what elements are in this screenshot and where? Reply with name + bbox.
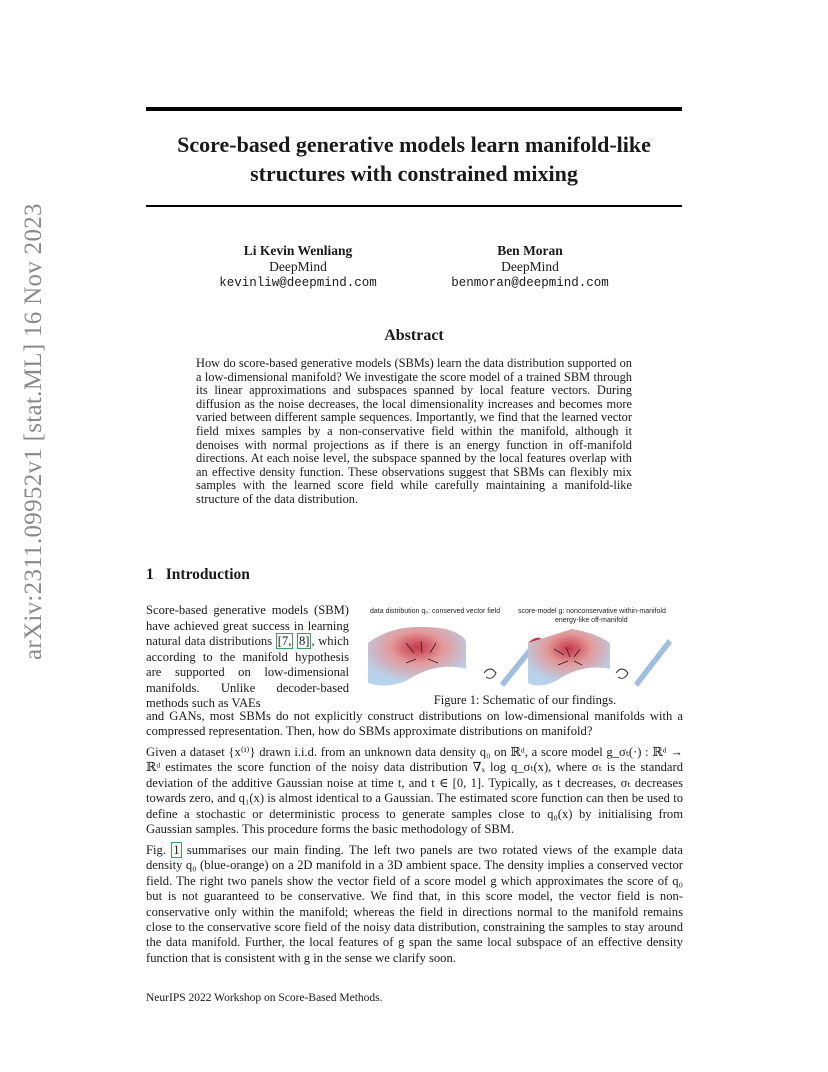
citation-link[interactable]: 8] — [298, 634, 310, 648]
page-footer: NeurIPS 2022 Workshop on Score-Based Methods. — [146, 992, 383, 1004]
author-name: Ben Moran — [497, 243, 563, 258]
rotation-icon — [484, 669, 496, 678]
intro-paragraph-wrapped — [146, 603, 349, 712]
manifold-surface-score — [528, 629, 610, 686]
figure-1-graphic — [366, 603, 684, 693]
author-name: Li Kevin Wenliang — [243, 243, 353, 258]
manifold-edge-view-score — [634, 639, 672, 687]
author-block-2 — [440, 243, 620, 291]
title-bottom-rule — [146, 205, 682, 207]
author-affiliation: DeepMind — [269, 259, 327, 274]
section-title: Introduction — [165, 566, 250, 583]
author-email[interactable]: kevinliw@deepmind.com — [219, 276, 377, 290]
figure-label-right-1: score-model g: nonconservative within-manifold — [518, 608, 666, 615]
paragraph-body: summarises our main finding. The left two panels are two rotated views of the example data density q₀ (blue-orange) on a 2D manifold in a 3D ambient space. The density implies a conserved vector field. The right two panels show the vector field of a score model g which approximates the score of q₀ but is not guaranteed to be conservative. We find that, in this score model, the vector field is non-conservative only within the manifold; whereas the field in directions normal to the manifold remains close to the conservative score field of the noisy data distribution, constraining the samples to stay around the data manifold. Further, the local features of g span the same local subspace of an effective density function that is consistent with g in the sense we clarify soon. — [146, 843, 683, 965]
title-top-rule — [146, 107, 682, 111]
manifold-surface — [368, 627, 466, 686]
abstract-text: How do score-based generative models (SBMs) learn the data distribution supported on a low-dimensional manifold? We investigate the score model of a trained SBM through its linear approximations and subspaces spanned by local feature vectors. During diffusion as the noise decreases, the local dimensionality increases and becomes more varied between different sample sequences. Importantly, we find that the learned vector field mixes samples by a non-conservative field within the manifold, although it denoises with normal projections as if there is an energy function in off-manifold directions. At each noise level, the subspace spanned by the local features overlap with an effective density function. These observations suggest that SBMs can flexibly mix samples with the learned score field while carefully maintaining a manifold-like structure of the data distribution. — [196, 356, 632, 506]
figure-label-right-2: energy-like off-manifold — [555, 617, 628, 624]
intro-paragraph-findings — [146, 843, 683, 966]
intro-paragraph-dataset: Given a dataset {x⁽ⁱ⁾} drawn i.i.d. from an unknown data density q₀ on ℝᵈ, a score model g_σₜ(·) : ℝᵈ → ℝᵈ estimates the score function of the noisy data distribution ∇ₓ log q_σₜ(x), where σₜ is the standard deviation of the additive Gaussian noise at time t, and t ∈ [0, 1]. Typically, as t decreases, σₜ decreases towards zero, and q₁(x) is almost identical to a Gaussian. The estimated score function can then be used to define a stochastic or deterministic process to generate samples close to q₀(x) by initialising from Gaussian samples. This procedure forms the basic methodology of SBM. — [146, 745, 683, 837]
author-email[interactable]: benmoran@deepmind.com — [451, 276, 609, 290]
section-number: 1 — [146, 566, 154, 583]
intro-paragraph-continuation: and GANs, most SBMs do not explicitly construct distributions on low-dimensional manifolds with a compressed representation. Then, how do SBMs approximate distributions on manifold? — [146, 709, 683, 739]
arxiv-identifier-stamp: arXiv:2311.09952v1 [stat.ML] 16 Nov 2023 — [20, 203, 47, 660]
section-heading — [146, 566, 250, 584]
author-affiliation: DeepMind — [501, 259, 559, 274]
rotation-icon — [616, 669, 628, 678]
figure-caption: Figure 1: Schematic of our findings. — [433, 693, 617, 707]
citation-link[interactable]: [7, — [277, 634, 292, 648]
author-block-1 — [200, 243, 396, 291]
figure-label-left: data distribution q₀: conserved vector field — [370, 608, 501, 615]
paragraph-head: Fig. — [146, 843, 172, 857]
figure-reference-link[interactable]: 1 — [173, 843, 180, 857]
paper-title: Score-based generative models learn manifold-like structures with constrained mixing — [177, 132, 651, 186]
abstract-heading: Abstract — [384, 327, 444, 344]
intro-text-tail: , which according to the manifold hypothesis are supported on low-dimensional manifolds. Unlike decoder-based methods such as VAEs — [146, 634, 349, 710]
intro-text: Score-based generative models (SBM) have achieved great success in learning natural data distributions — [146, 603, 349, 648]
